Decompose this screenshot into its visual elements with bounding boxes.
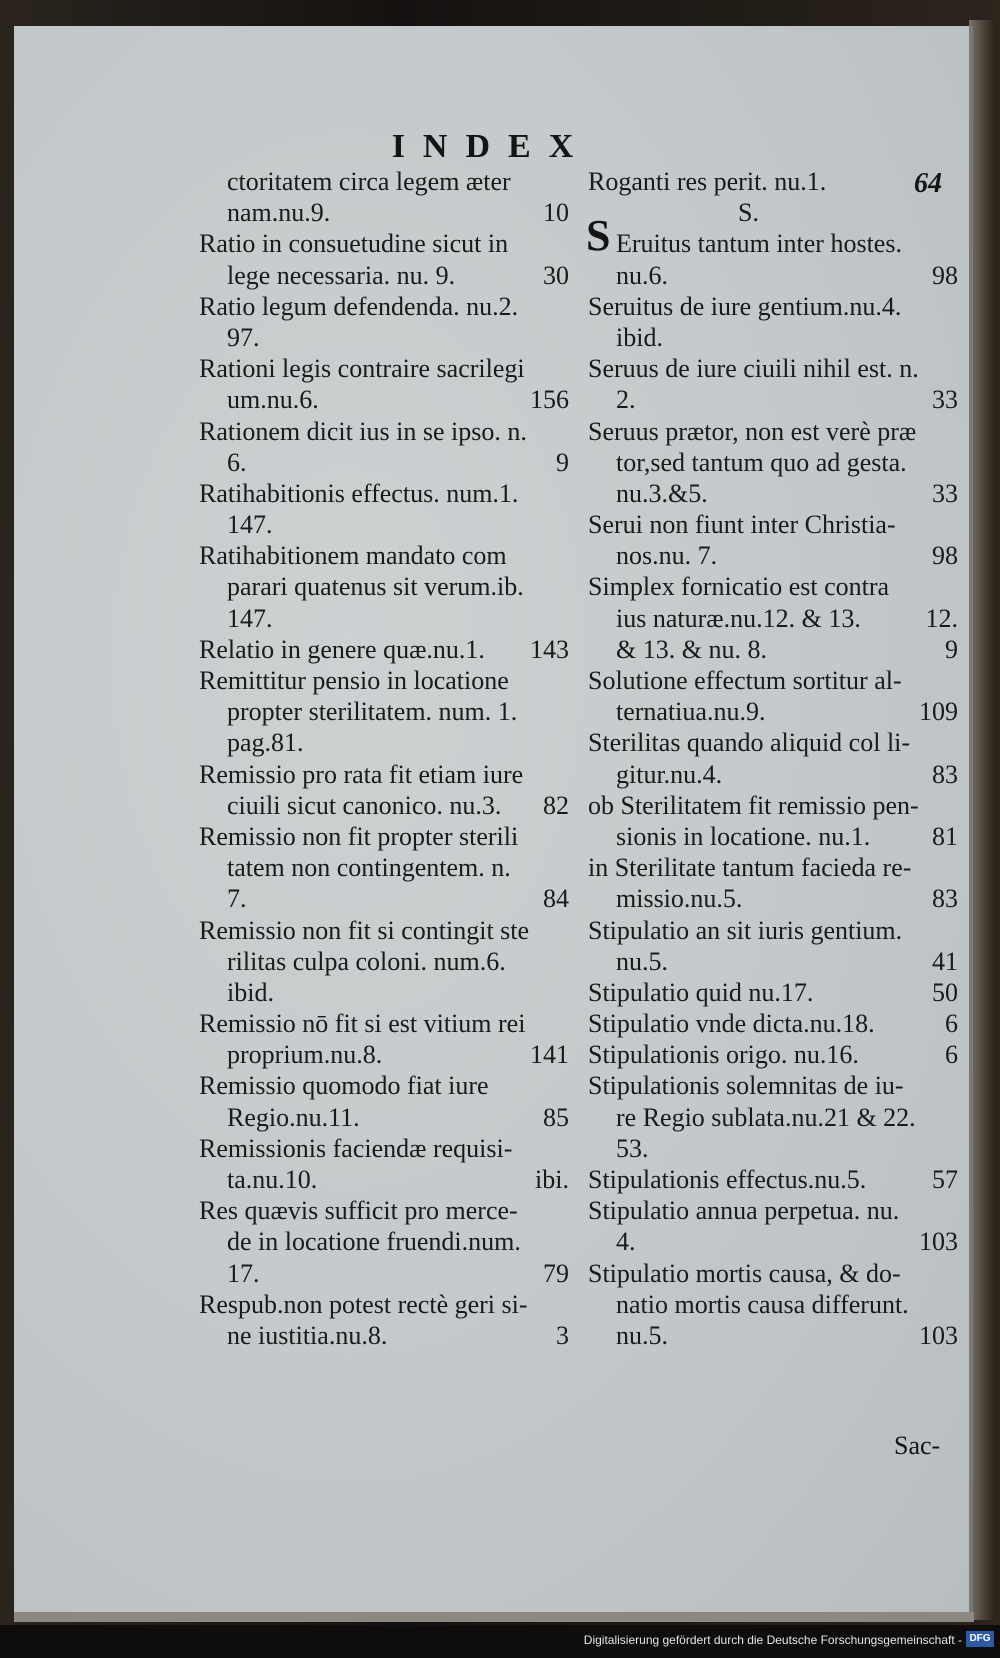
index-entry-line: [199, 883, 569, 914]
index-entry-text: Remissionis faciendæ requisi-: [199, 1133, 513, 1163]
index-entry-text: Remissio non fit si contingit ste: [199, 915, 530, 945]
index-entry-text: 53.: [616, 1133, 649, 1163]
index-entry-line: [588, 634, 958, 665]
index-entry-text: Respub.non potest rectè geri si-: [199, 1289, 528, 1319]
index-entry-text: Res quævis sufficit pro merce-: [199, 1196, 518, 1226]
index-entry-text: Stipulatio vnde dicta.nu.18.: [588, 1009, 875, 1039]
index-entry-page: 81: [932, 821, 958, 851]
index-entry-line: [199, 1226, 569, 1257]
index-entry-line: [588, 821, 958, 852]
index-entry-text: 97.: [227, 322, 260, 352]
index-entry-line: [588, 384, 958, 415]
index-entry-line: [199, 603, 569, 634]
index-entry-text: ibid.: [616, 322, 663, 352]
index-entry-line: [588, 977, 958, 1008]
index-entry-line: [588, 665, 958, 696]
index-entry-page: 98: [932, 541, 958, 571]
index-entry-text: nos.nu. 7.: [616, 541, 718, 571]
index-entry-line: [588, 696, 958, 727]
index-entry-line: [588, 353, 958, 384]
index-entry-text: Rationem dicit ius in se ipso. n.: [199, 416, 527, 446]
index-column-left: [199, 166, 569, 1351]
index-entry-text: rilitas culpa coloni. num.6.: [227, 946, 506, 976]
index-entry-line: [199, 384, 569, 415]
index-entry-text: Seruus prætor, non est verè præ: [588, 416, 917, 446]
index-entry-text: Regio.nu.11.: [227, 1102, 360, 1132]
footer-credit: Digitalisierung gefördert durch die Deutsche Forschungsgemeinschaft -: [583, 1633, 962, 1647]
index-entry-line: [588, 1070, 958, 1101]
index-entry-text: Remissio pro rata fit etiam iure: [199, 759, 524, 789]
index-entry-page: 6: [945, 1040, 958, 1070]
index-entry-text: natio mortis causa differunt.: [616, 1289, 909, 1319]
index-entry-text: sionis in locatione. nu.1.: [616, 821, 871, 851]
index-entry-text: Ratio legum defendenda. nu.2.: [199, 291, 519, 321]
index-entry-line: [588, 509, 958, 540]
index-entry-line: [588, 447, 958, 478]
index-entry-text: Simplex fornicatio est contra: [588, 572, 890, 602]
index-entry-text: Stipulatio quid nu.17.: [588, 977, 814, 1007]
index-entry-line: [199, 790, 569, 821]
index-entry-line: [199, 1164, 569, 1195]
index-entry-text: nu.5.: [616, 1320, 668, 1350]
index-entry-line: [199, 727, 569, 758]
index-entry-page: 9: [945, 634, 958, 664]
index-entry-text: tatem non contingentem. n.: [227, 853, 511, 883]
index-entry-line: [588, 1164, 958, 1195]
index-entry-page: 50: [932, 977, 958, 1007]
index-entry-page: 9: [556, 447, 569, 477]
index-entry-text: Serui non fiunt inter Christia-: [588, 510, 896, 540]
index-entry-line: [588, 1258, 958, 1289]
index-entry-text: ternatiua.nu.9.: [616, 697, 766, 727]
index-entry-text: 2.: [616, 385, 636, 415]
index-entry-line: [199, 665, 569, 696]
index-entry-line: [199, 759, 569, 790]
index-entry-line: [199, 915, 569, 946]
index-entry-line: [199, 977, 569, 1008]
index-entry-line: [199, 634, 569, 665]
index-entry-page: 41: [932, 946, 958, 976]
index-entry-line: [588, 1102, 958, 1133]
index-entry-text: Stipulatio an sit iuris gentium.: [588, 915, 903, 945]
index-entry-line: [588, 1008, 958, 1039]
index-column-right: [588, 166, 958, 1351]
catchword: Sac-: [894, 1431, 941, 1460]
index-entry-line: [199, 197, 569, 228]
index-entry-line: [199, 1039, 569, 1070]
index-entry-line: [199, 291, 569, 322]
index-entry-line: [588, 1133, 958, 1164]
index-entry-text: Seruitus de iure gentium.nu.4.: [588, 291, 902, 321]
index-entry-page: 3: [556, 1320, 569, 1350]
index-entry-text: 147.: [227, 603, 273, 633]
index-entry-page: 83: [932, 884, 958, 914]
index-entry-text: S.: [738, 198, 759, 228]
index-entry-page: 143: [530, 634, 569, 664]
index-entry-text: Stipulationis origo. nu.16.: [588, 1040, 859, 1070]
index-entry-text: Solutione effectum sortitur al-: [588, 666, 902, 695]
index-entry-text: Stipulatio mortis causa, & do-: [588, 1258, 901, 1288]
index-entry-text: Rationi legis contraire sacrilegi: [199, 354, 525, 384]
index-entry-text: ne iustitia.nu.8.: [227, 1320, 388, 1350]
page-title: INDEX: [391, 128, 592, 165]
index-entry-text: 147.: [227, 510, 273, 540]
index-entry-line: [199, 322, 569, 353]
index-entry-line: [199, 571, 569, 602]
index-entry-line: [588, 759, 958, 790]
index-entry-line: [588, 478, 958, 509]
page-bottom-edge: [14, 1612, 974, 1622]
index-entry-page: 103: [919, 1227, 958, 1257]
index-entry-line: [588, 852, 958, 883]
book-page: [14, 26, 973, 1612]
index-entry-line: [588, 416, 958, 447]
index-entry-text: tor,sed tantum quo ad gesta.: [616, 447, 907, 477]
index-entry-text: Ratihabitionis effectus. num.1.: [199, 478, 519, 508]
index-entry-text: Remissio non fit propter sterili: [199, 821, 519, 851]
index-entry-text: & 13. & nu. 8.: [616, 634, 767, 664]
index-entry-line: [199, 1102, 569, 1133]
index-entry-line: [199, 260, 569, 291]
index-entry-text: pag.81.: [227, 728, 304, 758]
index-entry-page: 30: [543, 260, 569, 290]
index-entry-line: [588, 603, 958, 634]
index-entry-text: re Regio sublata.nu.21 & 22.: [616, 1102, 916, 1132]
index-entry-line: [588, 1289, 958, 1320]
index-entry-line: [199, 166, 569, 197]
index-entry-line: [588, 540, 958, 571]
index-entry-line: [588, 946, 958, 977]
index-entry-line: [199, 1133, 569, 1164]
index-entry-text: 6.: [227, 447, 247, 477]
index-entry-text: Remissio nō fit si est vitium rei: [199, 1009, 526, 1039]
index-entry-text: Eruitus tantum inter hostes.: [616, 229, 902, 259]
index-entry-text: missio.nu.5.: [616, 884, 743, 914]
index-entry-line: [588, 1195, 958, 1226]
index-entry-text: nu.5.: [616, 946, 668, 976]
index-entry-line: [199, 1320, 569, 1351]
index-entry-line: [199, 228, 569, 259]
index-entry-text: Ratio in consuetudine sicut in: [199, 229, 509, 259]
index-entry-page: 10: [543, 198, 569, 228]
index-entry-line: [588, 727, 958, 758]
footer-bar: [0, 1625, 1000, 1658]
index-entry-line: [199, 447, 569, 478]
index-entry-page: ibi.: [535, 1165, 569, 1194]
index-entry-text: Relatio in genere quæ.nu.1.: [199, 634, 485, 664]
index-entry-text: Remissio quomodo fiat iure: [199, 1071, 489, 1101]
index-entry-line: [199, 1258, 569, 1289]
index-entry-text: 7.: [227, 884, 247, 914]
index-entry-line: [588, 915, 958, 946]
index-entry-text: propter sterilitatem. num. 1.: [227, 697, 518, 727]
index-entry-text: um.nu.6.: [227, 385, 319, 415]
index-entry-page: 33: [932, 478, 958, 508]
index-entry-text: ius naturæ.nu.12. & 13.: [616, 603, 861, 633]
index-entry-text: Roganti res perit. nu.1.: [588, 167, 827, 196]
index-entry-page: 98: [932, 260, 958, 290]
index-entry-line: [199, 353, 569, 384]
index-entry-text: Sterilitas quando aliquid col li-: [588, 728, 911, 758]
index-entry-text: Seruus de iure ciuili nihil est. n.: [588, 354, 919, 384]
index-entry-page: 84: [543, 884, 569, 914]
index-entry-text: ta.nu.10.: [227, 1165, 318, 1194]
index-entry-line: [199, 696, 569, 727]
index-entry-text: parari quatenus sit verum.ib.: [227, 572, 524, 602]
index-entry-text: ciuili sicut canonico. nu.3.: [227, 790, 502, 820]
index-entry-line: [588, 197, 958, 228]
index-entry-text: 17.: [227, 1258, 260, 1288]
index-entry-line: [588, 883, 958, 914]
index-entry-page: 141: [530, 1040, 569, 1070]
index-entry-line: [199, 1008, 569, 1039]
index-entry-text: ctoritatem circa legem æter: [227, 167, 511, 196]
index-entry-line: [588, 291, 958, 322]
index-entry-text: ibid.: [227, 977, 274, 1007]
index-entry-page: 85: [543, 1102, 569, 1132]
index-entry-line: [199, 852, 569, 883]
index-entry-page: 79: [543, 1258, 569, 1288]
index-entry-text: Ratihabitionem mandato com: [199, 541, 507, 571]
index-entry-line: [588, 1226, 958, 1257]
index-entry-page: 83: [932, 759, 958, 789]
index-entry-page: 103: [919, 1320, 958, 1350]
index-entry-text: in Sterilitate tantum facieda re-: [588, 853, 912, 883]
index-entry-text: lege necessaria. nu. 9.: [227, 260, 456, 290]
index-entry-page: 33: [932, 385, 958, 415]
index-entry-text: de in locatione fruendi.num.: [227, 1227, 521, 1257]
index-entry-line: [588, 790, 958, 821]
index-entry-page: 6: [945, 1009, 958, 1039]
index-entry-text: nu.6.: [616, 260, 668, 290]
index-entry-page: 109: [919, 697, 958, 727]
index-entry-line: [199, 1195, 569, 1226]
index-entry-line: [199, 540, 569, 571]
index-entry-line: [199, 509, 569, 540]
index-entry-line: [588, 1039, 958, 1070]
page-number: 64: [914, 168, 942, 199]
index-entry-line: [199, 821, 569, 852]
index-entry-line: [588, 571, 958, 602]
index-entry-text: Stipulationis solemnitas de iu-: [588, 1071, 904, 1101]
index-entry-text: 4.: [616, 1227, 636, 1257]
dfg-logo: DFG: [966, 1631, 994, 1647]
index-entry-text: ob Sterilitatem fit remissio pen-: [588, 790, 919, 820]
index-entry-text: Stipulationis effectus.nu.5.: [588, 1165, 867, 1194]
index-entry-text: Remittitur pensio in locatione: [199, 666, 509, 695]
index-entry-line: [199, 1289, 569, 1320]
index-entry-text: Stipulatio annua perpetua. nu.: [588, 1196, 900, 1226]
index-entry-text: nam.nu.9.: [227, 198, 331, 228]
index-entry-line: [588, 1320, 958, 1351]
index-entry-line: [199, 946, 569, 977]
index-entry-page: 156: [530, 385, 569, 415]
index-entry-page: 57: [932, 1165, 958, 1194]
index-entry-line: [199, 1070, 569, 1101]
index-entry-line: [588, 166, 958, 197]
index-entry-text: nu.3.&5.: [616, 478, 708, 508]
index-entry-line: [588, 322, 958, 353]
index-entry-line: [586, 211, 958, 261]
index-entry-line: [199, 478, 569, 509]
index-entry-line: [588, 260, 958, 291]
index-entry-page: 12.: [925, 603, 958, 633]
index-entry-text: gitur.nu.4.: [616, 759, 723, 789]
drop-capital: S: [586, 211, 611, 261]
index-entry-page: 82: [543, 790, 569, 820]
index-entry-text: proprium.nu.8.: [227, 1040, 383, 1070]
index-entry-line: [199, 416, 569, 447]
